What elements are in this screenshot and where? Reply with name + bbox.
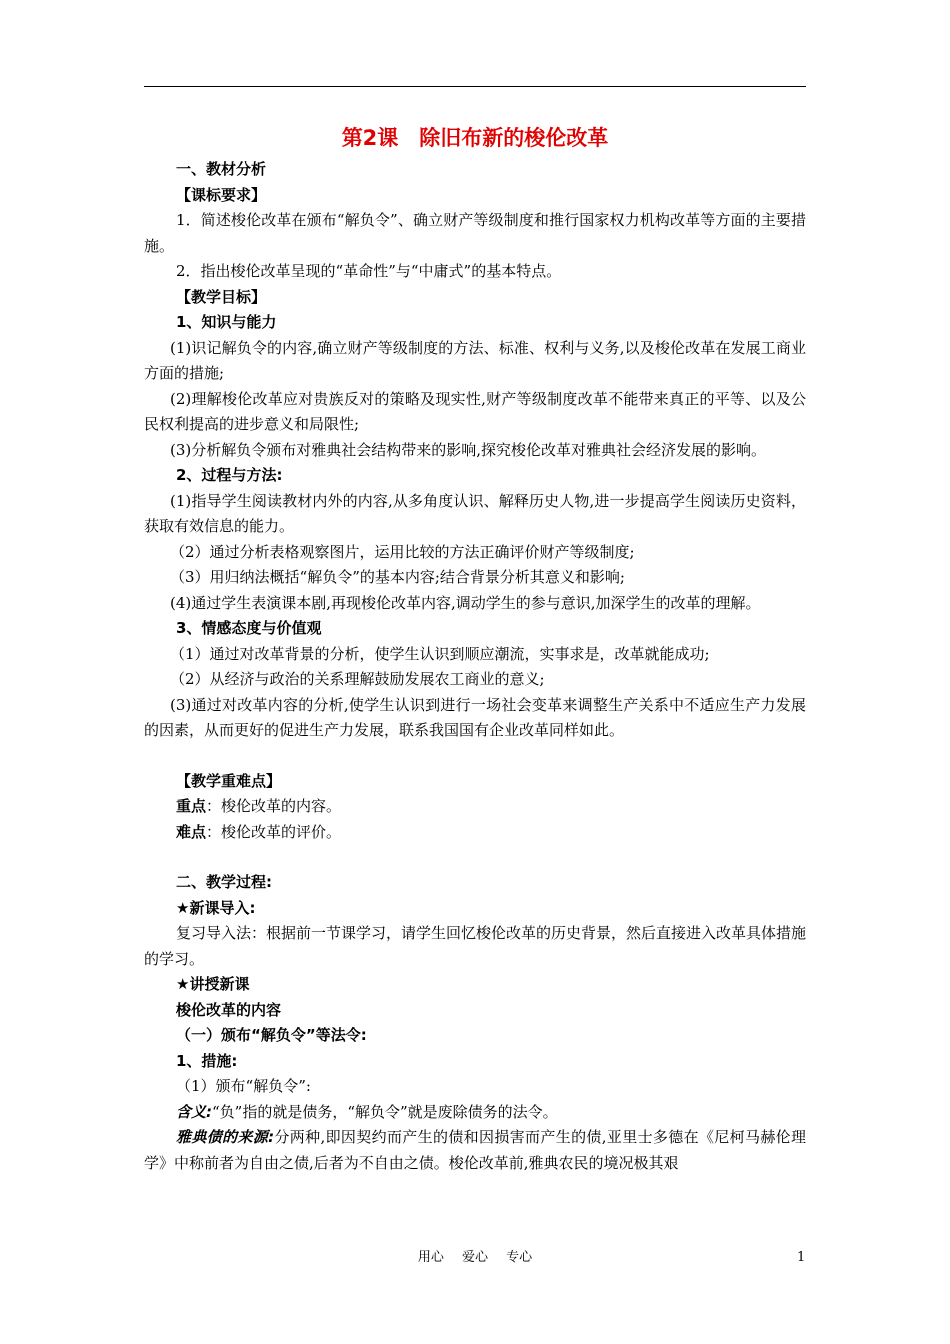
measure-1: （1）颁布“解负令”: [176, 1077, 311, 1095]
goal-values-2: （2）从经济与政治的关系理解鼓励发展农工商业的意义; [170, 670, 545, 688]
goal-knowledge-3: (3)分析解负令颁布对雅典社会结构带来的影响,探究梭伦改革对雅典社会经济发展的影响。 [170, 440, 767, 459]
teaching-goals-heading: 【教学目标】 [176, 287, 267, 306]
meaning-text: “负”指的就是债务，“解负令”就是废除债务的法令。 [212, 1102, 558, 1121]
requirement-1: 1．简述梭伦改革在颁布“解负令”、确立财产等级制度和推行国家权力机构改革等方面的主要措施。 [144, 211, 806, 255]
lesson-title: 第2课 除旧布新的梭伦改革 [341, 126, 609, 150]
key-point-text: ：梭伦改革的内容。 [206, 797, 342, 815]
page-number: 1 [797, 1250, 806, 1265]
debt-source-paragraph [144, 1125, 806, 1176]
teach-new-lesson-heading: ★讲授新课 [176, 975, 250, 993]
section-heading-analysis: 一、教材分析 [176, 160, 267, 178]
goal-knowledge-2: (2)理解梭伦改革应对贵族反对的策略及现实性,财产等级制度改革不能带来真正的平等、以及公民权利提高的进步意义和局限性; [144, 389, 806, 433]
difficult-point-text: ：梭伦改革的评价。 [206, 822, 342, 841]
goal-process-1: (1)指导学生阅读教材内外的内容,从多角度认识、解释历史人物,进一步提高学生阅读历史资料，获取有效信息的能力。 [144, 491, 806, 535]
reform-content-heading: 梭伦改革的内容 [176, 1000, 282, 1019]
spacer [144, 845, 806, 870]
section-heading-process: 二、教学过程: [176, 873, 272, 891]
meaning-label: 含义: [176, 1102, 212, 1121]
new-lesson-intro-text: 复习导入法：根据前一节课学习，请学生回忆梭伦改革的历史背景，然后直接进入改革具体措施的学习。 [144, 924, 807, 968]
goal-process-2: （2）通过分析表格观察图片，运用比较的方法正确评价财产等级制度; [170, 542, 635, 561]
key-point-line [144, 794, 806, 820]
new-lesson-intro-heading: ★新课导入: [176, 898, 256, 917]
difficult-point-label: 难点 [176, 822, 207, 841]
footer-motto: 用心 爱心 专心 [417, 1250, 533, 1265]
goal-process-heading: 2、过程与方法: [176, 466, 283, 484]
goal-process-4: (4)通过学生表演课本剧,再现梭伦改革内容,调动学生的参与意识,加深学生的改革的理解。 [170, 593, 761, 612]
measures-heading: 1、措施: [176, 1051, 238, 1070]
document-body [144, 122, 806, 1176]
requirement-2: 2．指出梭伦改革呈现的“革命性”与“中庸式”的基本特点。 [176, 262, 562, 280]
goal-knowledge-heading: 1、知识与能力 [176, 313, 277, 331]
goal-values-3: (3)通过对改革内容的分析,使学生认识到进行一场社会变革来调整生产关系中不适应生产力发展的因素，从而更好的促进生产力发展，联系我国国有企业改革同样如此。 [144, 695, 806, 739]
goal-values-heading: 3、情感态度与价值观 [176, 619, 322, 637]
meaning-line [144, 1100, 806, 1126]
difficult-point-line [144, 820, 806, 846]
subsection-decree-heading: （一）颁布“解负令”等法令: [176, 1026, 367, 1044]
debt-source-label: 雅典债的来源: [176, 1128, 275, 1146]
debt-source-text: 分两种,即因契约而产生的债和因损害而产生的债,亚里士多德在《尼柯马赫伦理学》中称前者为自由之债,后者为不自由之债。梭伦改革前,雅典农民的境况极其艰 [144, 1128, 807, 1172]
header-rule [144, 86, 806, 87]
spacer [144, 744, 806, 769]
goal-values-1: （1）通过对改革背景的分析，使学生认识到顺应潮流，实事求是，改革就能成功; [170, 644, 710, 663]
key-point-label: 重点 [176, 797, 207, 815]
goal-process-3: （3）用归纳法概括“解负令”的基本内容;结合背景分析其意义和影响; [170, 568, 625, 586]
key-points-heading: 【教学重难点】 [176, 771, 282, 790]
curriculum-requirements-heading: 【课标要求】 [176, 185, 267, 204]
goal-knowledge-1: (1)识记解负令的内容,确立财产等级制度的方法、标准、权利与义务,以及梭伦改革在发展工商业方面的措施; [144, 338, 806, 382]
